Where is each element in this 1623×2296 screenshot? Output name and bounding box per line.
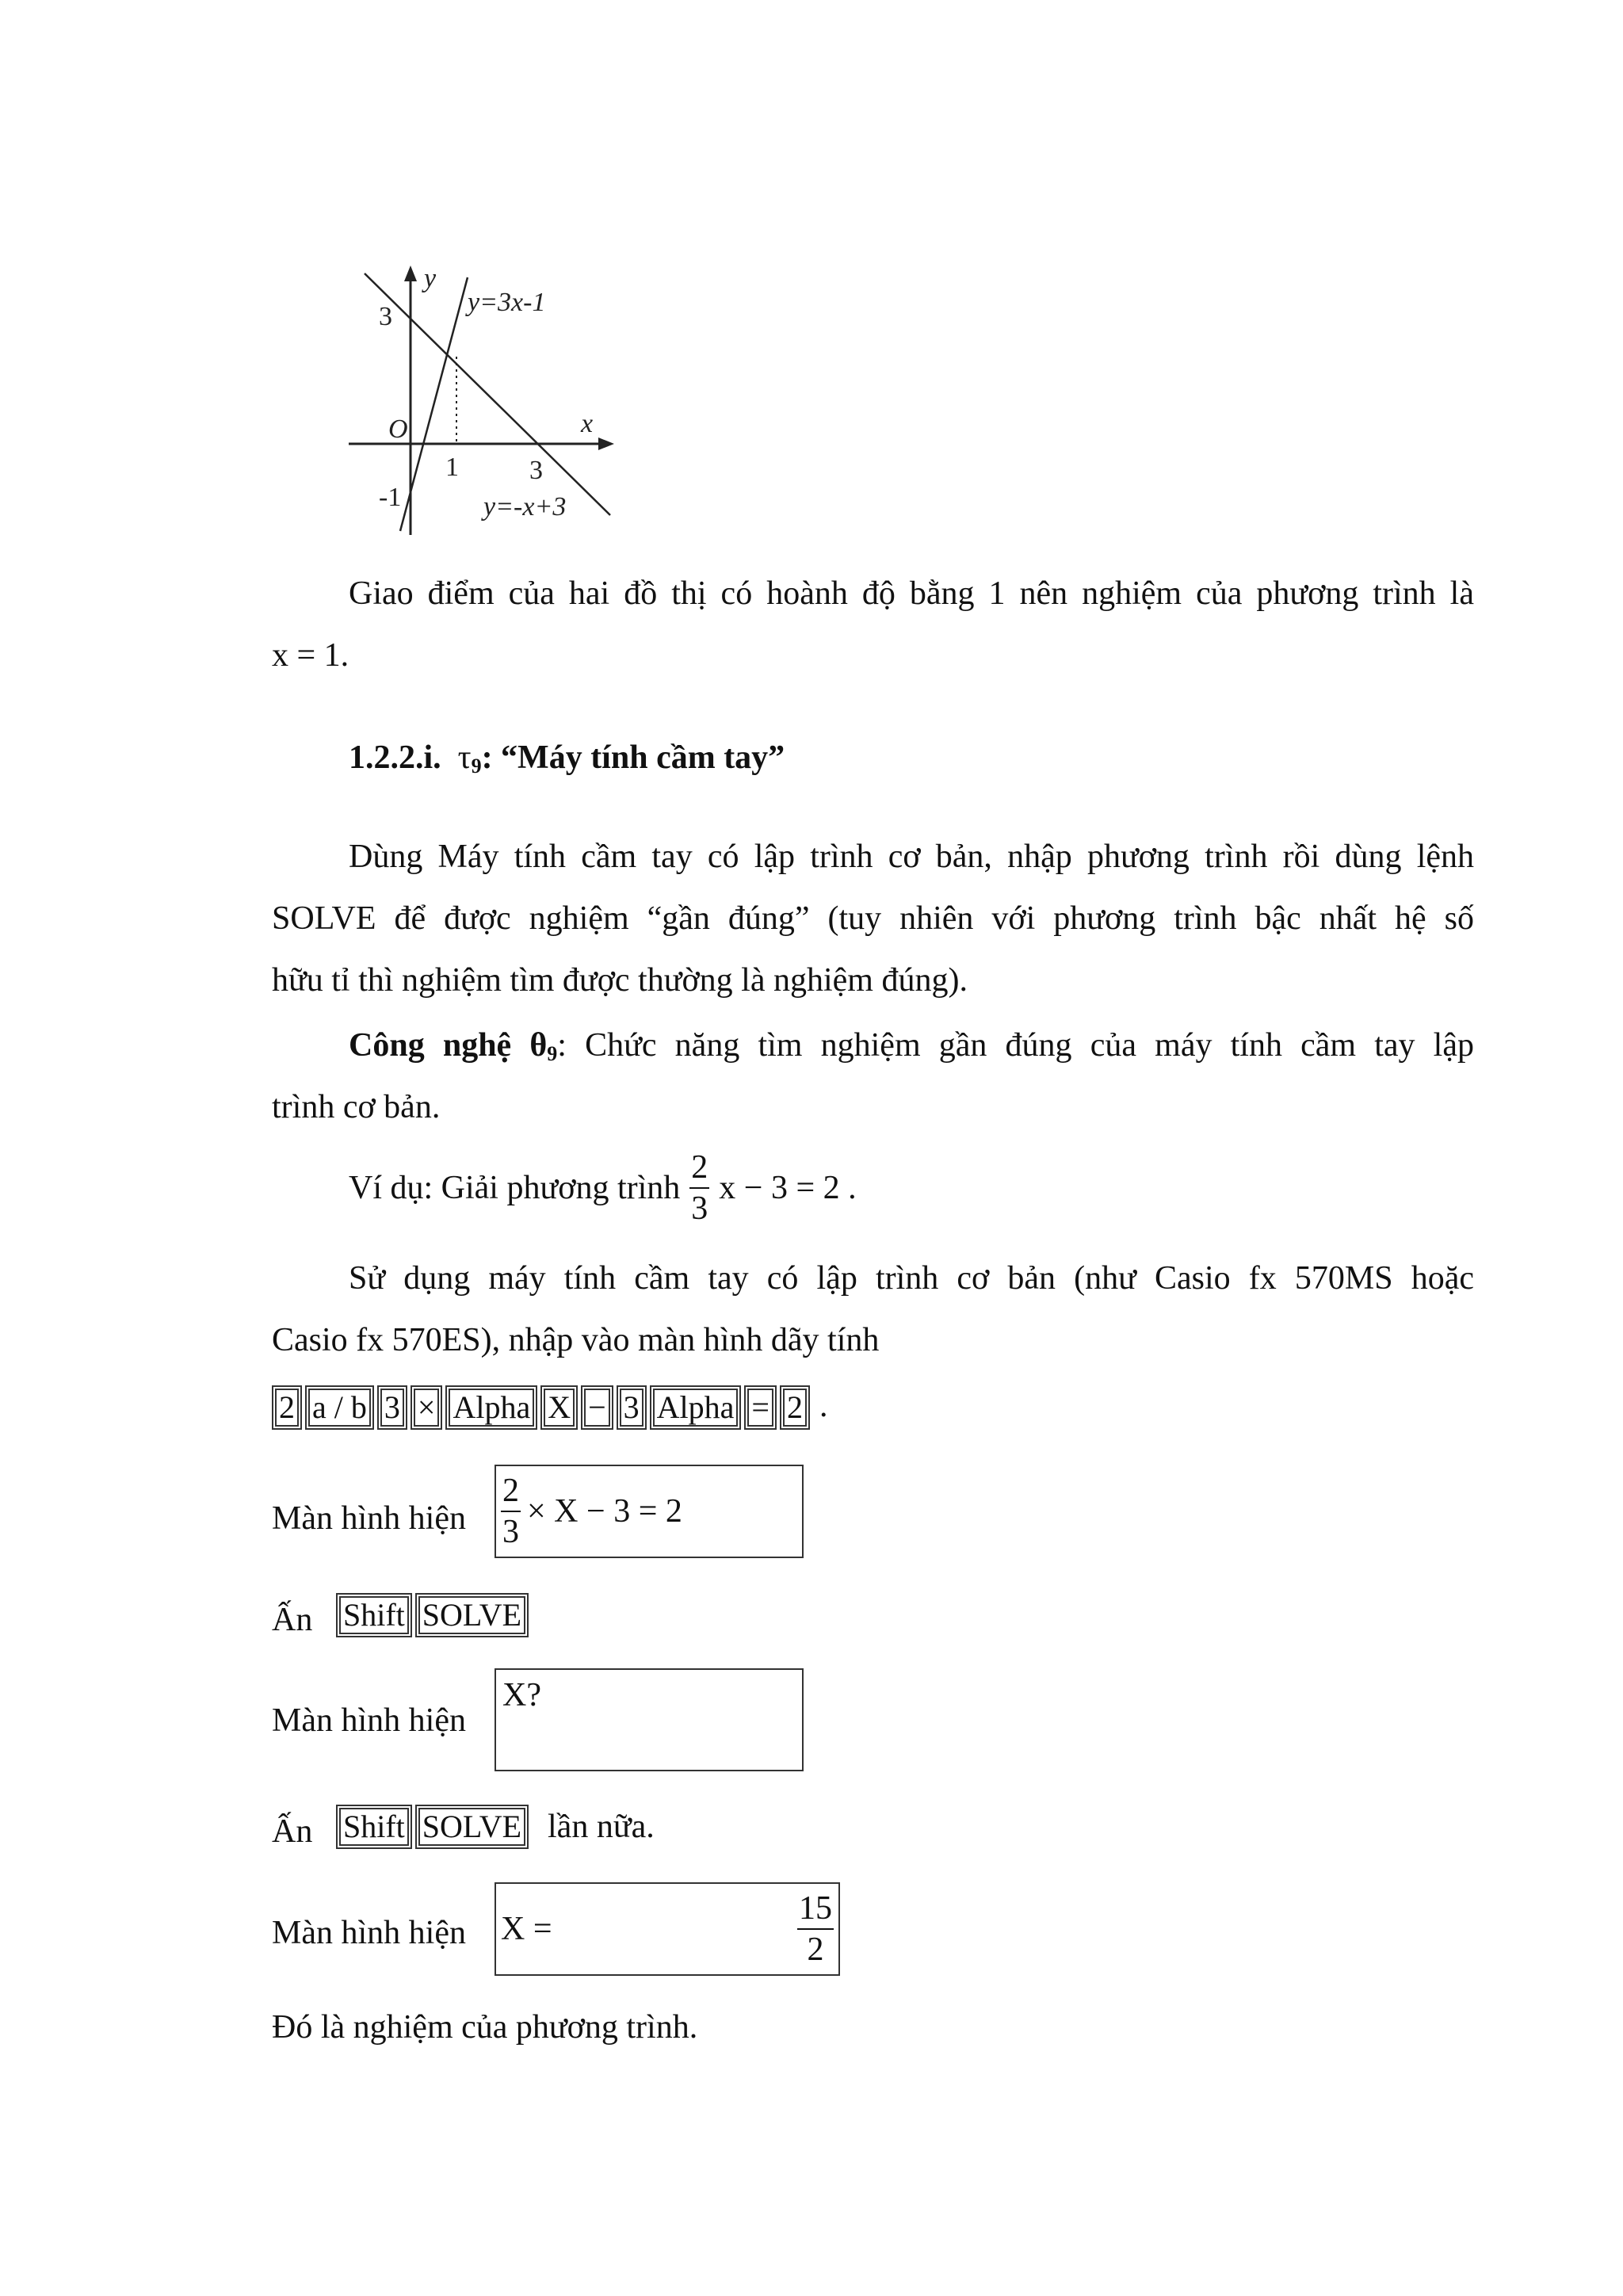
tau-subscript: 9 [471,755,482,777]
example-numerator: 2 [689,1151,709,1189]
x-axis-arrow [598,437,614,450]
screen2-label: Màn hình hiện [272,1702,466,1739]
para2-line1: Dùng Máy tính cầm tay có lập trình cơ bản, nhập phương trình rồi dùng lệnh [349,839,1474,875]
origin-label: O [388,415,408,444]
para2-line2: SOLVE để được nghiệm “gần đúng” (tuy nhiên với phương trình bậc nhất hệ số [272,900,1474,937]
screen1-numerator: 2 [501,1474,521,1512]
screen1-rest: × X − 3 = 2 [527,1493,682,1530]
section-title: : “Máy tính cầm tay” [481,739,785,776]
press2-suffix: lần nữa. [548,1809,655,1845]
section-number: 1.2.2.i. [349,739,441,776]
key-equals[interactable]: = [744,1385,777,1430]
keys-end: . [819,1388,828,1424]
screen3-fraction [797,1892,834,1966]
screen1-denominator: 3 [502,1514,519,1550]
screen1-display [495,1465,804,1558]
example-fraction [689,1151,709,1225]
key-multiply[interactable]: × [411,1385,443,1430]
tech-line2: trình cơ bản. [272,1089,441,1125]
press2-label: Ấn [272,1813,313,1850]
example-rest: x − 3 = 2 . [719,1170,857,1206]
screen3-denominator: 2 [807,1931,824,1968]
y-axis-label: y [424,264,437,293]
press2-keys [336,1805,655,1849]
para3-line1: Sử dụng máy tính cầm tay có lập trình cơ bản (như Casio fx 570MS hoặc [349,1260,1474,1297]
press1-label: Ấn [272,1602,313,1638]
key-2b[interactable]: 2 [780,1385,810,1430]
screen3-label: Màn hình hiện [272,1915,466,1951]
screen3-display [495,1882,840,1976]
para3-line2: Casio fx 570ES), nhập vào màn hình dãy tính [272,1322,880,1358]
shift-key[interactable]: Shift [336,1593,412,1637]
tech-text1: : Chức năng tìm nghiệm gần đúng của máy tính cầm tay lập [557,1027,1474,1064]
y-axis-arrow [404,266,417,281]
section-heading [349,741,785,777]
screen3-numerator: 15 [797,1892,834,1930]
example-prefix: Ví dụ: Giải phương trình [349,1170,681,1206]
solve-key[interactable]: SOLVE [415,1593,529,1637]
screen2-text: X? [502,1677,541,1713]
key-minus[interactable]: − [581,1385,613,1430]
para1-line2: x = 1. [272,637,349,674]
tech-label: Công nghệ θ [349,1027,548,1064]
y-tick-3: 3 [379,302,392,331]
graph-figure [341,262,626,539]
para2-line3: hữu tỉ thì nghiệm tìm được thường là nghiệm đúng). [272,962,968,999]
tech-line1 [349,1029,1474,1064]
line1-label: y=3x-1 [468,288,546,317]
tau-symbol: τ [457,739,472,776]
key-ab[interactable]: a / b [305,1385,374,1430]
key-x[interactable]: X [540,1385,578,1430]
x-tick-3: 3 [529,456,543,485]
key-3b[interactable]: 3 [617,1385,647,1430]
example-line [349,1151,857,1225]
line2-label: y=-x+3 [483,492,567,521]
screen1-fraction [501,1474,521,1549]
screen3-left: X = [501,1911,552,1947]
key-alpha[interactable]: Alpha [445,1385,537,1430]
example-denominator: 3 [691,1190,708,1227]
y-tick-minus-1: -1 [379,483,402,512]
key-3[interactable]: 3 [377,1385,407,1430]
x-axis-label: x [581,409,594,438]
shift-key-2[interactable]: Shift [336,1805,412,1849]
key-sequence [272,1385,827,1430]
screen1-label: Màn hình hiện [272,1500,466,1537]
key-2[interactable]: 2 [272,1385,302,1430]
solve-key-2[interactable]: SOLVE [415,1805,529,1849]
press1-keys [336,1593,529,1637]
key-alpha-2[interactable]: Alpha [650,1385,742,1430]
para1-line1: Giao điểm của hai đồ thị có hoành độ bằng 1 nên nghiệm của phương trình là [349,575,1474,612]
tech-label-subscript: 9 [547,1042,558,1065]
conclusion: Đó là nghiệm của phương trình. [272,2009,698,2046]
x-tick-1: 1 [445,453,459,482]
screen2-display [495,1668,804,1771]
